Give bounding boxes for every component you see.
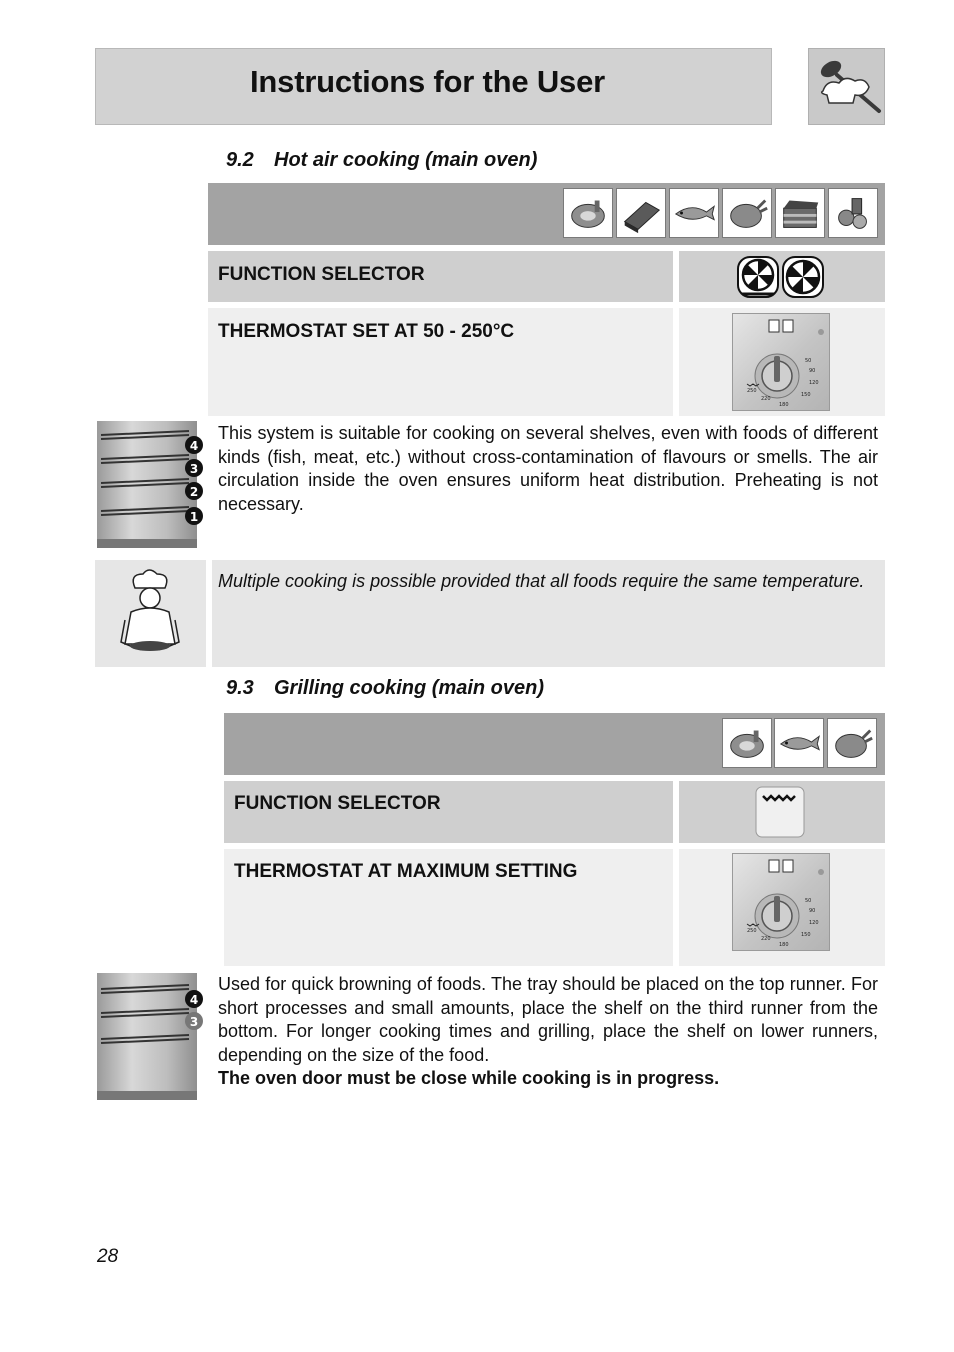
chef-hat-spoon-icon <box>808 48 885 125</box>
function-selector-label: FUNCTION SELECTOR <box>234 793 441 814</box>
dial-tick-250: 250 <box>747 928 757 934</box>
grill-icon <box>755 786 805 838</box>
fish-icon <box>669 188 719 238</box>
thermostat-label-cell <box>224 849 673 966</box>
hot-air-description: This system is suitable for cooking on several shelves, even with foods of different kinds (fish, meat, etc.) without cross-contamination of flavours or smells. The air circulation inside the oven ensures uniform heat distribution. Preheating is not necessary. <box>218 423 878 514</box>
fan-icon <box>782 256 826 298</box>
chef-icon-box <box>95 560 206 667</box>
dial-tick-90: 90 <box>809 908 816 914</box>
dial-tick-250: 250 <box>747 388 757 394</box>
oven-shelves-image <box>97 421 197 548</box>
section-title-hot-air <box>226 149 537 172</box>
bread-icon <box>616 188 666 238</box>
cake-icon <box>775 188 825 238</box>
dial-tick-150: 150 <box>801 932 811 938</box>
thermostat-dial-cell <box>679 308 885 416</box>
thermostat-dial-cell <box>679 849 885 966</box>
grill-description: Used for quick browning of foods. The tray should be placed on the top runner. For short processes and small amounts, place the shelf on the third runner from the bottom. For longer cooking times and grilling, place the shelf on lower runners, depending on the size of the food. <box>218 974 878 1065</box>
thermostat-label-cell <box>208 308 673 416</box>
multiple-cooking-note: Multiple cooking is possible provided that all foods require the same temperature. <box>218 571 865 591</box>
dial-tick-50: 50 <box>805 898 812 904</box>
section-number: 9.3 <box>226 677 254 699</box>
thermostat-dial-icon <box>732 313 830 411</box>
function-selector-label: FUNCTION SELECTOR <box>218 264 425 285</box>
thermostat-label: THERMOSTAT AT MAXIMUM SETTING <box>234 861 578 882</box>
dial-tick-90: 90 <box>809 368 816 374</box>
vegetables-icon <box>828 188 878 238</box>
shelf-number-2: 2 <box>189 485 199 499</box>
food-icons-band <box>208 183 885 245</box>
dial-tick-120: 120 <box>809 380 819 386</box>
shelf-number-1: 1 <box>189 510 199 524</box>
dial-tick-50: 50 <box>805 358 812 364</box>
thermostat-dial-icon <box>732 853 830 951</box>
section-number: 9.2 <box>226 149 254 171</box>
section-heading: Grilling cooking (main oven) <box>274 677 545 699</box>
dial-tick-220: 220 <box>761 396 771 402</box>
section-title-grill <box>226 677 544 700</box>
food-icons-band <box>224 713 885 775</box>
dial-tick-220: 220 <box>761 936 771 942</box>
page-number: 28 <box>97 1246 119 1267</box>
fish-icon <box>774 718 824 768</box>
grill-description-block <box>218 973 878 1091</box>
dial-tick-150: 150 <box>801 392 811 398</box>
poultry-icon <box>722 188 772 238</box>
function-selector-label-cell <box>208 251 673 302</box>
dial-tick-120: 120 <box>809 920 819 926</box>
shelf-number-4: 4 <box>189 439 199 453</box>
fan-with-bottom-element-icon <box>737 256 781 298</box>
shelf-number-3: 3 <box>189 1015 199 1029</box>
chef-icon <box>95 560 206 667</box>
meat-icon <box>722 718 772 768</box>
door-warning: The oven door must be close while cooking is in progress. <box>218 1068 720 1089</box>
function-selector-icons-cell <box>679 251 885 302</box>
dial-tick-180: 180 <box>779 942 789 948</box>
dial-tick-180: 180 <box>779 402 789 408</box>
section-heading: Hot air cooking (main oven) <box>274 149 538 171</box>
function-selector-icons-cell <box>679 781 885 843</box>
function-selector-label-cell <box>224 781 673 843</box>
page-title: Instructions for the User <box>250 64 605 99</box>
meat-icon <box>563 188 613 238</box>
oven-shelves-image <box>97 973 197 1100</box>
shelf-number-4: 4 <box>189 993 199 1007</box>
poultry-icon <box>827 718 877 768</box>
thermostat-label: THERMOSTAT SET AT 50 - 250°C <box>218 321 515 342</box>
shelf-number-3: 3 <box>189 462 199 476</box>
